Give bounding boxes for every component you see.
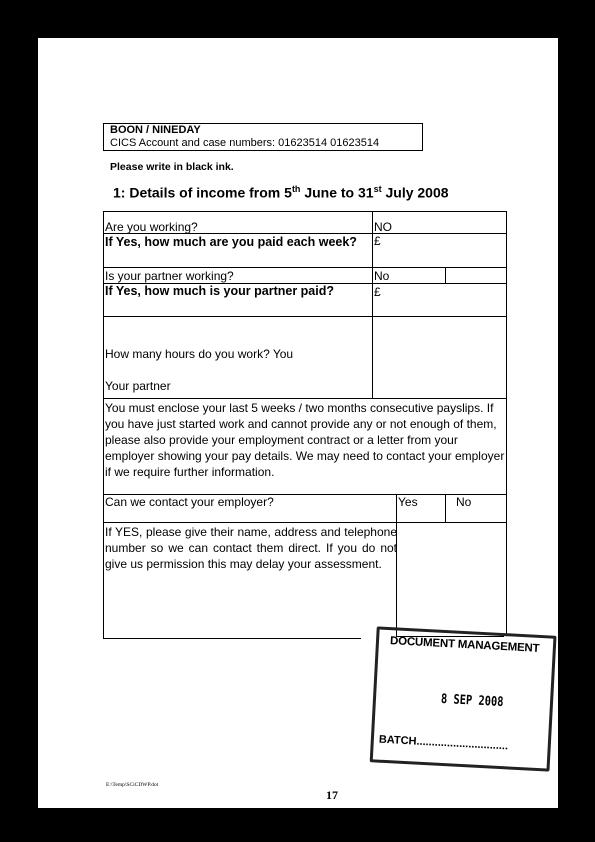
partner-working-question: Is your partner working? <box>105 269 234 283</box>
hours-question: How many hours do you work? You <box>105 347 294 361</box>
working-question: Are you working? <box>105 220 198 234</box>
partner-pay-answer[interactable]: £ <box>374 285 381 299</box>
contact-yes-option[interactable]: Yes <box>398 495 418 509</box>
hours-partner-label: Your partner <box>105 379 171 393</box>
employer-details-note: If YES, please give their name, address and telephone number so we can contact them direct. If you do not give us permission this may delay your assessment. <box>105 525 397 571</box>
stamp-title: DOCUMENT MANAGEMENT <box>389 635 540 655</box>
file-path-footer: E:\Temp\SCiCDWP.dot <box>106 782 159 788</box>
contact-employer-question: Can we contact your employer? <box>105 495 274 509</box>
document-page <box>38 38 558 808</box>
pay-answer[interactable]: £ <box>374 234 381 248</box>
account-numbers: CICS Account and case numbers: 01623514 01623514 <box>110 137 380 149</box>
applicant-names: BOON / NINEDAY <box>110 124 201 136</box>
partner-working-answer[interactable]: No <box>374 269 390 283</box>
stamp-batch-label: BATCH.............................. <box>378 733 509 753</box>
page-number: 17 <box>326 788 338 802</box>
contact-no-option[interactable]: No <box>456 495 472 509</box>
working-answer[interactable]: NO <box>374 220 392 234</box>
pay-question: If Yes, how much are you paid each week? <box>105 235 357 249</box>
section-heading: 1: Details of income from 5th June to 31st July 2008 <box>113 184 449 201</box>
account-box <box>103 123 423 151</box>
stamp-date: 8 SEP 2008 <box>440 691 504 711</box>
document-management-stamp <box>369 626 556 775</box>
payslips-note: You must enclose your last 5 weeks / two months consecutive payslips. If you have just started work and cannot provide any or not enough of them, please also provide your employment contract or a letter from your employer showing your pay details. We may need to contact your employer if we require further information. <box>105 401 505 479</box>
partner-pay-question: If Yes, how much is your partner paid? <box>105 284 334 298</box>
ink-instruction: Please write in black ink. <box>110 161 234 173</box>
